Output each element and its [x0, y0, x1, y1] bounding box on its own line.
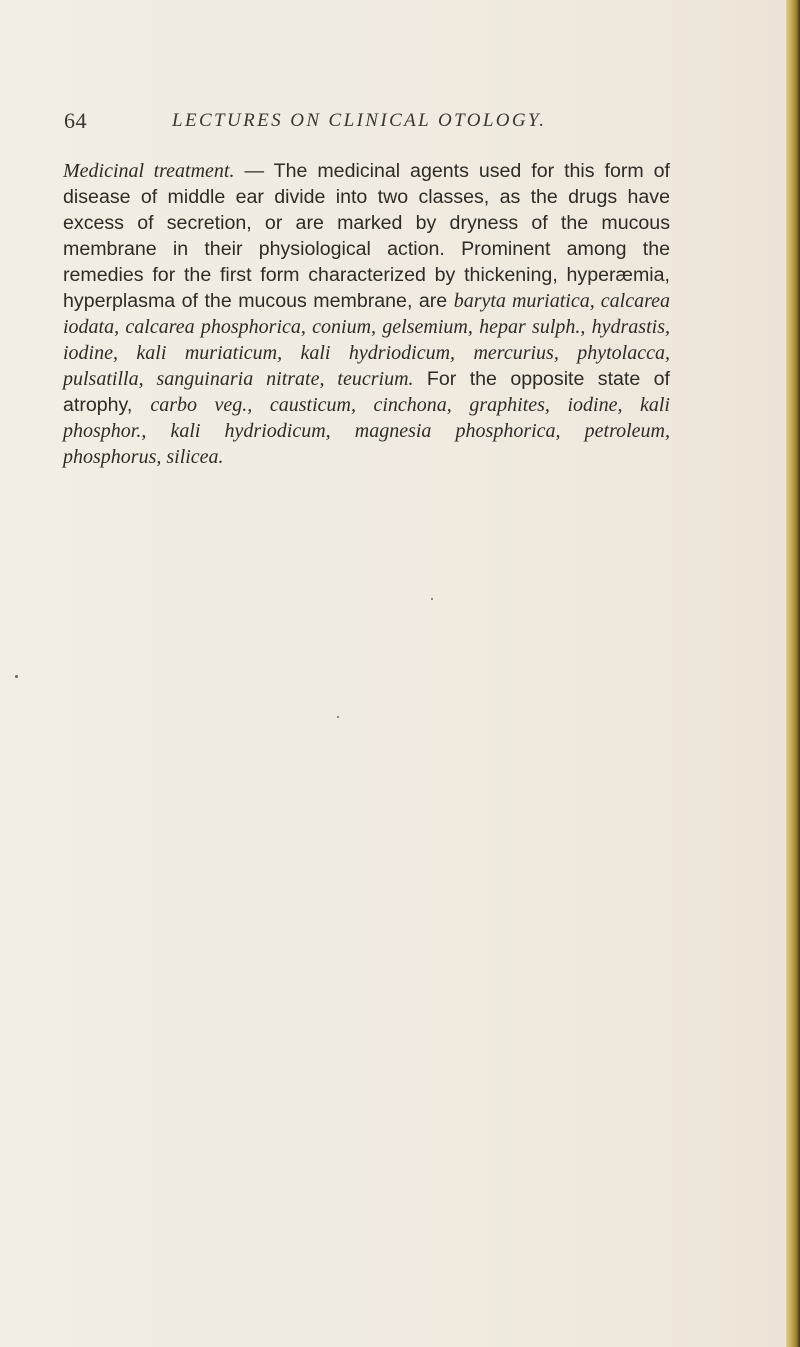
- heading-dash: —: [234, 160, 274, 182]
- page-header: [64, 108, 684, 138]
- paper-speck: [337, 716, 339, 718]
- paragraph-text-1: The medicinal agents used for this form of disease of middle ear divide into two classes, as the drugs have excess of secretion, or are marked by dryness of the mucous membrane in their physiological action. Prominent among the remedies for the first form characterized by thickening, hyperæmia, hyperplasma of the mucous membrane, are: [63, 160, 670, 312]
- paragraph-heading: Medicinal treatment.: [63, 160, 235, 182]
- body-text: [63, 158, 670, 470]
- paragraph-text-2: For the opposite state of atrophy,: [63, 368, 670, 416]
- page-edge: [786, 0, 800, 1347]
- remedies-list-atrophy: carbo veg., causticum, cinchona, graphites, iodine, kali phosphor., kali hydriodicum, magnesia phosphorica, petroleum, phosphorus, silicea.: [63, 394, 670, 468]
- paper-speck: [15, 675, 18, 678]
- remedies-list-first-form: baryta muriatica, calcarea iodata, calcarea phosphorica, conium, gelsemium, hepar sulph., hydrastis, iodine, kali muriaticum, kali hydriodicum, mercurius, phytolacca, pulsatilla, sanguinaria nitrate, teucrium.: [63, 290, 670, 390]
- paper-speck: [431, 598, 433, 600]
- running-head: LECTURES ON CLINICAL OTOLOGY.: [172, 110, 547, 131]
- page-number: 64: [64, 108, 87, 133]
- paragraph: [63, 158, 670, 470]
